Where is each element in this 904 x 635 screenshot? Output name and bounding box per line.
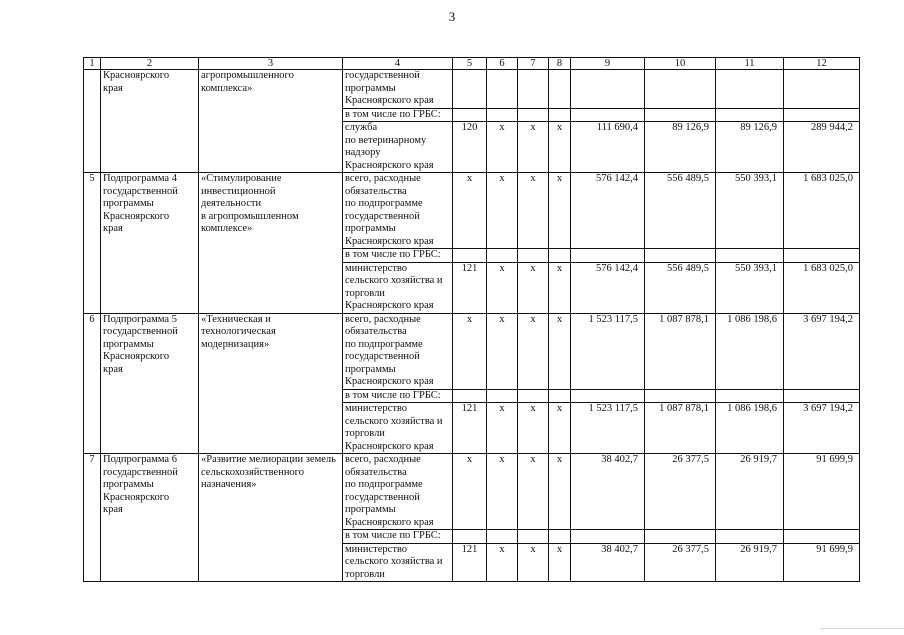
program-status: Подпрограмма 5 государственной программы Красноярского края — [101, 313, 199, 454]
amount-col-9 — [571, 530, 645, 544]
code-col-8: х — [549, 313, 571, 389]
code-col-8 — [549, 70, 571, 109]
amount-col-11: 1 086 198,6 — [716, 403, 784, 454]
code-col-6: х — [487, 262, 518, 313]
grbs-code: 121 — [453, 262, 487, 313]
table-body — [84, 58, 860, 582]
grbs-code — [453, 70, 487, 109]
program-name: агропромышленного комплекса» — [199, 70, 343, 173]
code-col-7 — [518, 389, 549, 403]
amount-col-11: 26 919,7 — [716, 454, 784, 530]
code-col-6: х — [487, 173, 518, 249]
amount-col-10: 556 489,5 — [645, 173, 716, 249]
column-number-6: 6 — [487, 58, 518, 70]
code-col-8 — [549, 530, 571, 544]
amount-col-10: 26 377,5 — [645, 454, 716, 530]
amount-col-9: 576 142,4 — [571, 173, 645, 249]
code-col-6 — [487, 389, 518, 403]
amount-col-12 — [784, 108, 860, 122]
column-number-10: 10 — [645, 58, 716, 70]
table-row — [84, 454, 860, 530]
amount-col-12 — [784, 249, 860, 263]
code-col-7: х — [518, 543, 549, 582]
expense-description: в том числе по ГРБС: — [343, 530, 453, 544]
row-number — [84, 70, 101, 173]
expense-description: всего, расходные обязательства по подпрограмме государственной программы Красноярского края — [343, 454, 453, 530]
column-number-5: 5 — [453, 58, 487, 70]
amount-col-10 — [645, 249, 716, 263]
amount-col-11 — [716, 249, 784, 263]
column-number-1: 1 — [84, 58, 101, 70]
code-col-7: х — [518, 313, 549, 389]
amount-col-9 — [571, 249, 645, 263]
column-number-3: 3 — [199, 58, 343, 70]
grbs-code: х — [453, 454, 487, 530]
code-col-6: х — [487, 543, 518, 582]
amount-col-11 — [716, 530, 784, 544]
program-name: «Стимулирование инвестиционной деятельности в агропромышленном комплексе» — [199, 173, 343, 314]
amount-col-9 — [571, 70, 645, 109]
code-col-6: х — [487, 403, 518, 454]
amount-col-11: 550 393,1 — [716, 262, 784, 313]
amount-col-10: 26 377,5 — [645, 543, 716, 582]
amount-col-10 — [645, 108, 716, 122]
grbs-code — [453, 530, 487, 544]
program-status: Красноярского края — [101, 70, 199, 173]
amount-col-9 — [571, 389, 645, 403]
code-col-6 — [487, 530, 518, 544]
amount-col-12: 91 699,9 — [784, 543, 860, 582]
code-col-6: х — [487, 313, 518, 389]
code-col-6 — [487, 249, 518, 263]
program-status: Подпрограмма 6 государственной программы Красноярского края — [101, 454, 199, 582]
code-col-7: х — [518, 262, 549, 313]
code-col-7 — [518, 530, 549, 544]
grbs-code — [453, 389, 487, 403]
code-col-8: х — [549, 403, 571, 454]
amount-col-10: 89 126,9 — [645, 122, 716, 173]
amount-col-12: 289 944,2 — [784, 122, 860, 173]
code-col-8 — [549, 108, 571, 122]
amount-col-10 — [645, 70, 716, 109]
code-col-7: х — [518, 122, 549, 173]
amount-col-12: 3 697 194,2 — [784, 313, 860, 389]
program-name: «Техническая и технологическая модернизация» — [199, 313, 343, 454]
row-number: 7 — [84, 454, 101, 582]
budget-table — [83, 57, 860, 582]
grbs-code: 120 — [453, 122, 487, 173]
expense-description: в том числе по ГРБС: — [343, 249, 453, 263]
column-number-12: 12 — [784, 58, 860, 70]
table-row — [84, 313, 860, 389]
expense-description: министерство сельского хозяйства и торговли Красноярского края — [343, 262, 453, 313]
amount-col-11: 1 086 198,6 — [716, 313, 784, 389]
amount-col-12: 1 683 025,0 — [784, 262, 860, 313]
amount-col-10: 556 489,5 — [645, 262, 716, 313]
column-number-9: 9 — [571, 58, 645, 70]
expense-description: в том числе по ГРБС: — [343, 108, 453, 122]
column-number-8: 8 — [549, 58, 571, 70]
amount-col-10: 1 087 878,1 — [645, 403, 716, 454]
code-col-8 — [549, 389, 571, 403]
grbs-code: 121 — [453, 543, 487, 582]
code-col-8 — [549, 249, 571, 263]
amount-col-9: 38 402,7 — [571, 454, 645, 530]
amount-col-11 — [716, 108, 784, 122]
expense-description: всего, расходные обязательства по подпрограмме государственной программы Красноярского края — [343, 173, 453, 249]
expense-description: министерство сельского хозяйства и торговли Красноярского края — [343, 403, 453, 454]
grbs-code: 121 — [453, 403, 487, 454]
amount-col-12 — [784, 70, 860, 109]
code-col-7 — [518, 70, 549, 109]
amount-col-9: 1 523 117,5 — [571, 403, 645, 454]
amount-col-11: 26 919,7 — [716, 543, 784, 582]
table-row — [84, 173, 860, 249]
code-col-8: х — [549, 543, 571, 582]
code-col-6 — [487, 108, 518, 122]
amount-col-11 — [716, 389, 784, 403]
scan-edge-line — [820, 628, 904, 629]
grbs-code: х — [453, 313, 487, 389]
page-number: 3 — [448, 9, 456, 24]
program-name: «Развитие мелиорации земель сельскохозяйственного назначения» — [199, 454, 343, 582]
amount-col-9: 38 402,7 — [571, 543, 645, 582]
expense-description: в том числе по ГРБС: — [343, 389, 453, 403]
grbs-code — [453, 249, 487, 263]
grbs-code — [453, 108, 487, 122]
column-number-11: 11 — [716, 58, 784, 70]
amount-col-10 — [645, 389, 716, 403]
grbs-code: х — [453, 173, 487, 249]
amount-col-9 — [571, 108, 645, 122]
expense-description: государственной программы Красноярского края — [343, 70, 453, 109]
code-col-6: х — [487, 122, 518, 173]
amount-col-12 — [784, 530, 860, 544]
amount-col-11: 550 393,1 — [716, 173, 784, 249]
code-col-8: х — [549, 173, 571, 249]
row-number: 6 — [84, 313, 101, 454]
amount-col-9: 1 523 117,5 — [571, 313, 645, 389]
code-col-7: х — [518, 403, 549, 454]
column-number-7: 7 — [518, 58, 549, 70]
expense-description: всего, расходные обязательства по подпрограмме государственной программы Красноярского края — [343, 313, 453, 389]
code-col-7: х — [518, 454, 549, 530]
code-col-7: х — [518, 173, 549, 249]
expense-description: министерство сельского хозяйства и торговли — [343, 543, 453, 582]
amount-col-12: 1 683 025,0 — [784, 173, 860, 249]
row-number: 5 — [84, 173, 101, 314]
amount-col-12: 3 697 194,2 — [784, 403, 860, 454]
amount-col-12 — [784, 389, 860, 403]
program-status: Подпрограмма 4 государственной программы Красноярского края — [101, 173, 199, 314]
column-number-row — [84, 58, 860, 70]
amount-col-9: 576 142,4 — [571, 262, 645, 313]
code-col-8: х — [549, 262, 571, 313]
column-number-2: 2 — [101, 58, 199, 70]
amount-col-10: 1 087 878,1 — [645, 313, 716, 389]
code-col-6: х — [487, 454, 518, 530]
code-col-7 — [518, 108, 549, 122]
amount-col-12: 91 699,9 — [784, 454, 860, 530]
amount-col-10 — [645, 530, 716, 544]
table-row — [84, 70, 860, 109]
amount-col-11: 89 126,9 — [716, 122, 784, 173]
code-col-7 — [518, 249, 549, 263]
amount-col-11 — [716, 70, 784, 109]
amount-col-9: 111 690,4 — [571, 122, 645, 173]
code-col-6 — [487, 70, 518, 109]
column-number-4: 4 — [343, 58, 453, 70]
code-col-8: х — [549, 454, 571, 530]
code-col-8: х — [549, 122, 571, 173]
expense-description: служба по ветеринарному надзору Красноярского края — [343, 122, 453, 173]
